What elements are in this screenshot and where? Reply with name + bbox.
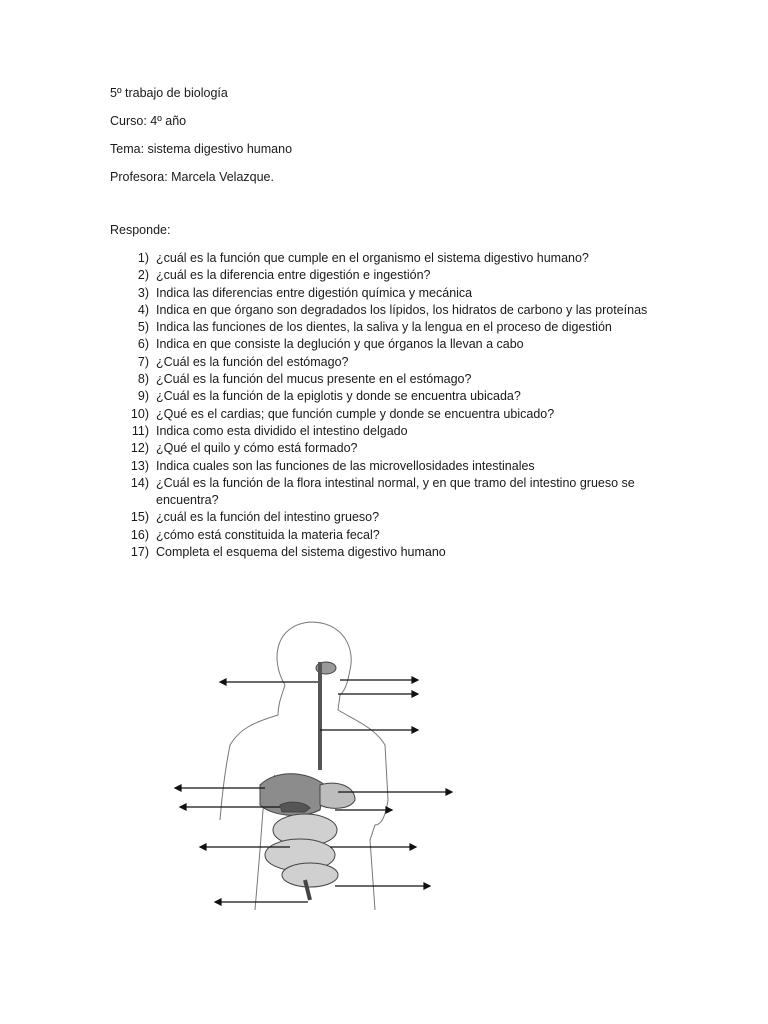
- question-item: [110, 388, 670, 405]
- question-text: Indica como esta dividido el intestino delgado: [156, 423, 408, 438]
- question-number: 2): [137, 268, 149, 283]
- question-text: ¿Qué el quilo y cómo está formado?: [156, 441, 358, 456]
- question-number: 13): [130, 458, 149, 473]
- question-item: [110, 354, 670, 371]
- question-item: [110, 440, 670, 457]
- teacher-line: Profesora: Marcela Velazque.: [110, 170, 274, 184]
- question-text: ¿Cuál es la función del estómago?: [156, 354, 349, 369]
- question-number: 8): [137, 372, 149, 387]
- question-item: [110, 285, 670, 302]
- question-text: ¿cómo está constituida la materia fecal?: [156, 527, 380, 542]
- course-line: Curso: 4º año: [110, 114, 187, 128]
- question-number: 1): [137, 251, 149, 265]
- question-number: 3): [137, 285, 149, 300]
- question-text: ¿Qué es el cardias; que función cumple y donde se encuentra ubicado?: [156, 406, 555, 421]
- question-item: [110, 544, 670, 561]
- question-text: ¿Cuál es la función de la epiglotis y donde se encuentra ubicada?: [156, 389, 521, 404]
- question-text: ¿cuál es la función que cumple en el organismo el sistema digestivo humano?: [156, 251, 589, 265]
- question-text: Completa el esquema del sistema digestivo humano: [156, 545, 446, 560]
- question-number: 5): [137, 320, 149, 335]
- question-item: [110, 302, 670, 319]
- question-number: 16): [130, 527, 149, 542]
- question-item: [110, 423, 670, 440]
- question-item: [110, 527, 670, 544]
- question-item: [110, 509, 670, 526]
- question-item: [110, 475, 670, 510]
- topic-line: Tema: sistema digestivo humano: [110, 142, 293, 156]
- question-text: ¿cuál es la función del intestino grueso?: [156, 510, 380, 525]
- question-number: 14): [130, 475, 149, 490]
- question-item: [110, 250, 670, 267]
- question-item: [110, 267, 670, 284]
- question-item: [110, 319, 670, 336]
- question-number: 15): [130, 510, 149, 525]
- question-number: 17): [130, 545, 149, 560]
- question-item: [110, 336, 670, 353]
- question-number: 10): [130, 406, 149, 421]
- organs: [260, 662, 355, 900]
- question-item: [110, 371, 670, 388]
- digestive-system-diagram: [160, 610, 460, 915]
- question-number: 12): [130, 441, 149, 456]
- question-text: Indica cuales son las funciones de las microvellosidades intestinales: [156, 458, 535, 473]
- question-number: 9): [137, 389, 149, 404]
- question-text: Indica las diferencias entre digestión química y mecánica: [156, 285, 473, 300]
- question-number: 11): [131, 423, 149, 438]
- question-item: [110, 406, 670, 423]
- assignment-title: 5º trabajo de biología: [110, 86, 228, 100]
- question-list: [110, 250, 670, 561]
- question-text: Indica las funciones de los dientes, la saliva y la lengua en el proceso de digestión: [156, 320, 612, 335]
- question-number: 6): [137, 337, 149, 352]
- question-text: ¿Cuál es la función de la flora intestinal normal, y en que tramo del intestino grueso se encuentra?: [156, 475, 635, 508]
- question-number: 4): [137, 302, 149, 317]
- question-number: 7): [137, 354, 149, 369]
- question-text: Indica en que órgano son degradados los lípidos, los hidratos de carbono y las proteínas: [156, 302, 648, 317]
- instructions-label: Responde:: [110, 223, 171, 237]
- intestines: [265, 814, 338, 900]
- question-text: ¿Cuál es la función del mucus presente en el estómago?: [156, 372, 472, 387]
- question-text: Indica en que consiste la deglución y que órganos la llevan a cabo: [156, 337, 524, 352]
- question-item: [110, 458, 670, 475]
- question-text: ¿cuál es la diferencia entre digestión e ingestión?: [156, 268, 431, 283]
